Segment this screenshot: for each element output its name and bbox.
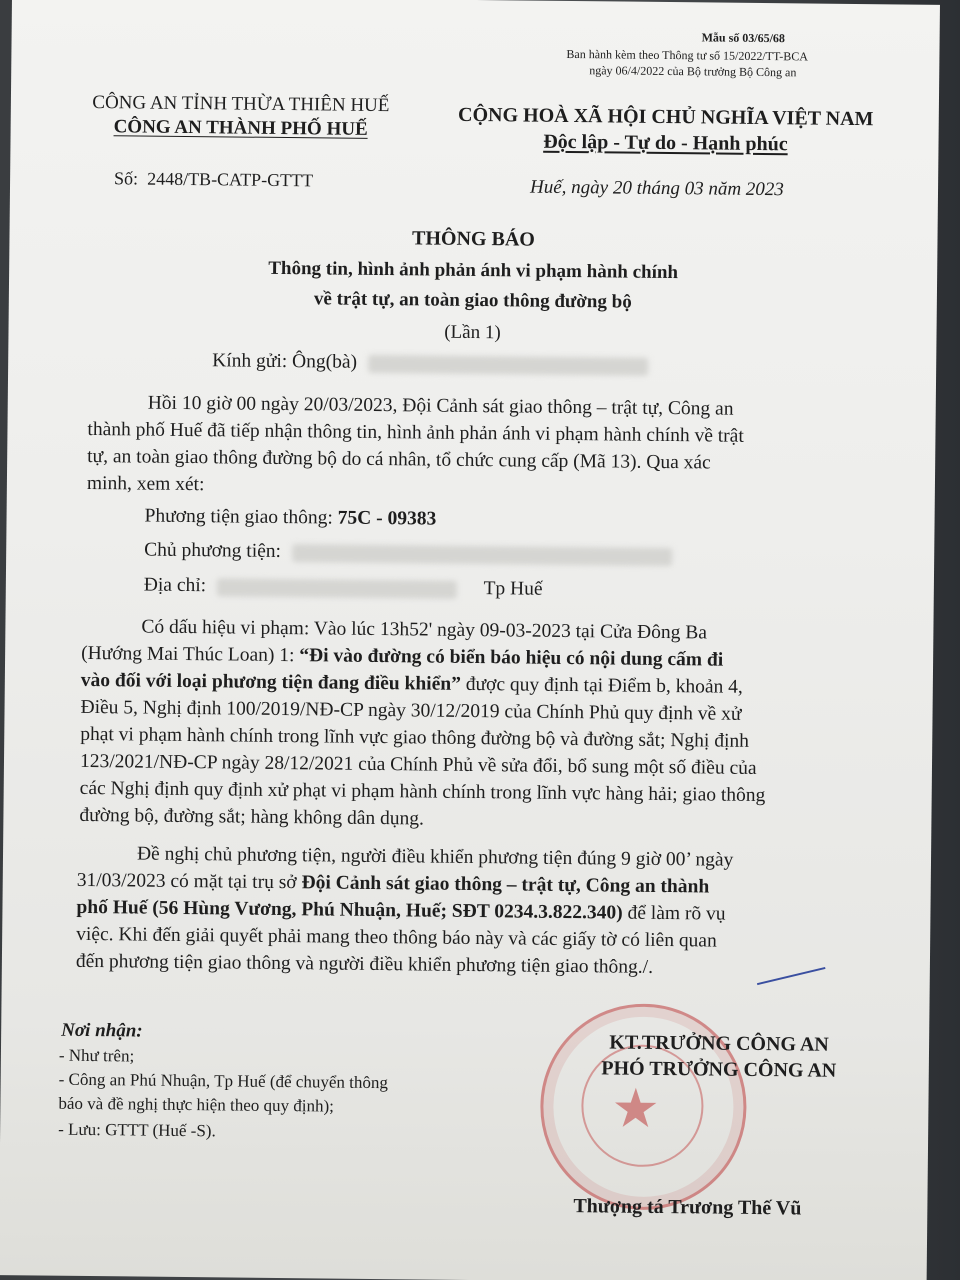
recipients-item-2: - Công an Phú Nhuận, Tp Huế (để chuyển thông (58, 1069, 389, 1093)
signer-role-1: KT.TRƯỞNG CÔNG AN (609, 1031, 829, 1056)
violation-line5: phạt vi phạm hành chính trong lĩnh vực giao thông đường bộ và đường sắt; Nghị định (80, 723, 750, 752)
form-code: Mẫu số 03/65/68 (701, 30, 786, 46)
para1-line2: thành phố Huế đã tiếp nhận thông tin, hình ảnh phản ánh vi phạm hành chính về trật (87, 418, 744, 447)
request-address: phố Huế (56 Hùng Vương, Phú Nhuận, Huế; SĐT 0234.3.822.340) (76, 896, 623, 924)
form-issued-line2: ngày 06/4/2022 của Bộ trưởng Bộ Công an (589, 63, 797, 80)
recipients-title: Nơi nhận: (61, 1019, 143, 1042)
request-line1: Đề nghị chủ phương tiện, người điều khiển phương tiện đúng 9 giờ 00’ ngày (136, 843, 734, 871)
document-number-value: 2448/TB-CATP-GTTT (147, 168, 314, 191)
para1-line4: minh, xem xét: (86, 472, 205, 496)
address-line (144, 572, 543, 603)
request-line4: việc. Khi đến giải quyết phải mang theo thông báo này và các giấy tờ có liên quan (76, 923, 717, 952)
document-title: THÔNG BÁO (411, 227, 535, 251)
agency-name-text: CÔNG AN THÀNH PHỐ HUẾ (113, 116, 368, 140)
address-city: Tp Huế (483, 578, 543, 600)
recipient-label: Kính gửi: Ông(bà) (212, 350, 358, 373)
violation-line4: Điều 5, Nghị định 100/2019/NĐ-CP ngày 30/12/2019 của Chính Phủ quy định về xử (80, 696, 742, 725)
document-number (114, 168, 313, 191)
handwritten-tick-mark (752, 948, 825, 986)
vehicle-plate: 75C - 09383 (337, 507, 437, 530)
violation-line8: đường bộ, đường sắt; hàng không dân dụng. (79, 804, 425, 830)
recipients-item-3: - Lưu: GTTT (Huế -S). (58, 1119, 216, 1141)
violation-line1: Có dấu hiệu vi phạm: Vào lúc 13h52' ngày 09-03-2023 tại Cửa Đông Ba (141, 616, 708, 644)
national-motto-text: Độc lập - Tự do - Hạnh phúc (543, 130, 788, 156)
national-title: CỘNG HOÀ XÃ HỘI CHỦ NGHĨA VIỆT NAM (457, 103, 874, 131)
form-issued-line1: Ban hành kèm theo Thông tư số 15/2022/TT-BCA (566, 46, 809, 64)
vehicle-label: Phương tiện giao thông: (144, 505, 333, 529)
document-date: Huế, ngày 20 tháng 03 năm 2023 (529, 176, 784, 201)
owner-line (144, 537, 672, 570)
national-motto (440, 130, 890, 158)
document-number-label: Số: (114, 168, 139, 189)
agency-name (61, 116, 421, 142)
redacted-recipient (368, 354, 648, 375)
document-round: (Lần 1) (444, 321, 501, 344)
violation-line3-end: được quy định tại Điểm b, khoản 4, (460, 673, 743, 698)
vehicle-line (144, 503, 436, 533)
request-unit: Đội Cảnh sát giao thông – trật tự, Công an thành (301, 872, 710, 898)
signer-role-2: PHÓ TRƯỞNG CÔNG AN (601, 1057, 837, 1082)
recipients-item-2b: báo và đề nghị thực hiện theo quy định); (58, 1093, 335, 1116)
address-label: Địa chỉ: (143, 574, 207, 597)
violation-quote-start: “Đi vào đường có biển báo hiệu có nội dung cấm đi (299, 645, 724, 671)
redacted-owner (292, 544, 672, 566)
document-subtitle-2: về trật tự, an toàn giao thông đường bộ (313, 288, 632, 313)
violation-line2-start: (Hướng Mai Thúc Loan) 1: (81, 642, 300, 667)
redacted-address (217, 578, 457, 599)
document-subtitle-1: Thông tin, hình ảnh phản ánh vi phạm hành chính (268, 257, 679, 284)
owner-label: Chủ phương tiện: (144, 539, 282, 562)
signer-name: Thượng tá Trương Thế Vũ (573, 1195, 802, 1220)
para1-line1: Hồi 10 giờ 00 ngày 20/03/2023, Đội Cảnh sát giao thông – trật tự, Công an (147, 392, 734, 420)
agency-parent: CÔNG AN TỈNH THỪA THIÊN HUẾ (92, 91, 390, 117)
violation-line6: 123/2021/NĐ-CP ngày 28/12/2021 của Chính Phủ về sửa đổi, bổ sung một số điều của (79, 750, 757, 779)
request-line3-end: để làm rõ vụ (622, 902, 726, 925)
seal-star-icon: ★ (611, 1078, 661, 1139)
recipient-line (212, 347, 648, 379)
recipients-item-1: - Như trên; (58, 1045, 135, 1066)
violation-quote-end: vào đối với loại phương tiện đang điều khiển” (80, 669, 462, 695)
para1-line3: tự, an toàn giao thông đường bộ do cá nhân, tổ chức cung cấp (Mã 13). Qua xác (87, 445, 711, 474)
request-line5: đến phương tiện giao thông và người điều khiển phương tiện giao thông./. (75, 950, 654, 978)
violation-line7: các Nghị định quy định xử phạt vi phạm hành chính trong lĩnh vực hàng hải; giao thông (79, 777, 766, 807)
request-line2-start: 31/03/2023 có mặt tại trụ sở (76, 869, 302, 894)
